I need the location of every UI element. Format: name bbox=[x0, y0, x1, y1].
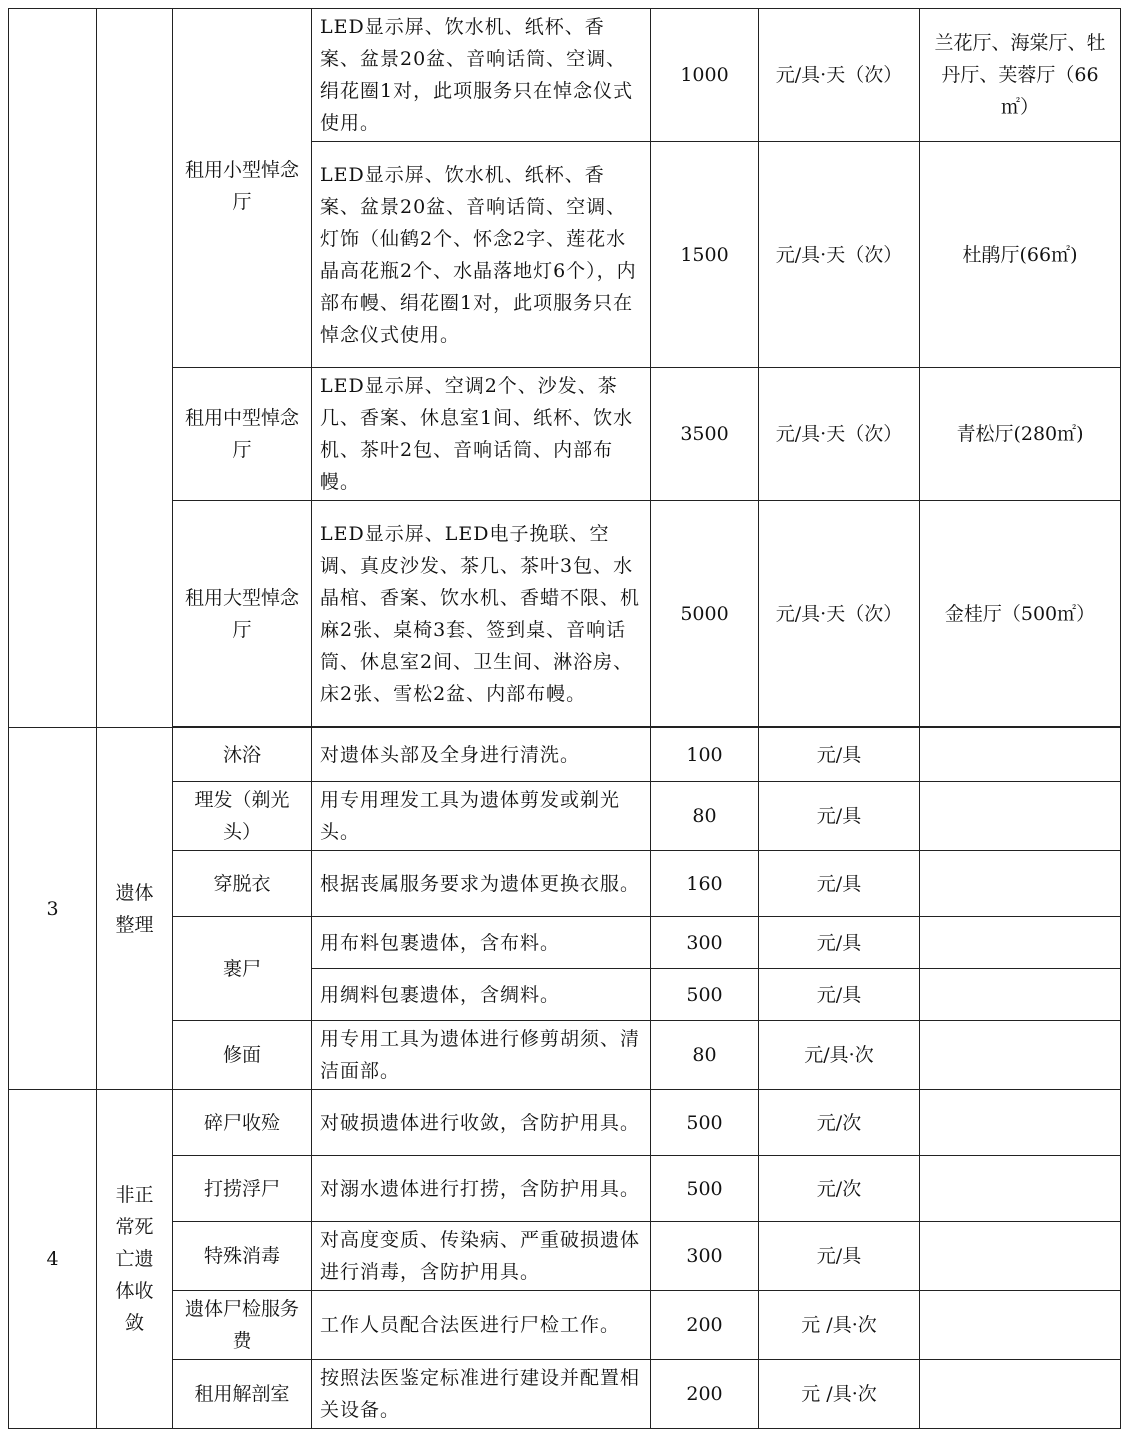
category-label: 遗体整理 bbox=[115, 881, 154, 936]
item-cell bbox=[173, 782, 312, 851]
unit-cell: 元/具 bbox=[759, 969, 920, 1021]
note-cell bbox=[920, 1021, 1121, 1090]
price-cell: 160 bbox=[651, 851, 759, 917]
unit-cell: 元/次 bbox=[759, 1090, 920, 1156]
table-row bbox=[9, 917, 1121, 969]
description-cell: 根据丧属服务要求为遗体更换衣服。 bbox=[312, 851, 651, 917]
item-cell: 租用解剖室 bbox=[173, 1360, 312, 1429]
table-row bbox=[9, 1090, 1121, 1156]
item-cell: 穿脱衣 bbox=[173, 851, 312, 917]
price-cell: 300 bbox=[651, 917, 759, 969]
price-cell: 500 bbox=[651, 1090, 759, 1156]
note-cell: 杜鹃厅(66㎡) bbox=[920, 142, 1121, 368]
price-cell: 300 bbox=[651, 1222, 759, 1291]
price-cell: 1000 bbox=[651, 9, 759, 142]
table-row bbox=[9, 1156, 1121, 1222]
item-cell bbox=[173, 9, 312, 142]
table-row bbox=[9, 142, 1121, 368]
note-cell bbox=[920, 728, 1121, 782]
unit-cell: 元/具·天（次） bbox=[759, 368, 920, 501]
price-cell: 5000 bbox=[651, 501, 759, 727]
item-cell bbox=[173, 1291, 312, 1360]
description-cell: LED显示屏、空调2个、沙发、茶几、香案、休息室1间、纸杯、饮水机、茶叶2包、音响话筒、内部布幔。 bbox=[312, 368, 651, 501]
unit-cell: 元/具 bbox=[759, 782, 920, 851]
group-number-cell bbox=[9, 9, 97, 728]
description-cell: 对溺水遗体进行打捞，含防护用具。 bbox=[312, 1156, 651, 1222]
price-cell: 500 bbox=[651, 969, 759, 1021]
price-cell: 80 bbox=[651, 1021, 759, 1090]
description-cell: 对遗体头部及全身进行清洗。 bbox=[312, 728, 651, 782]
table-row bbox=[9, 851, 1121, 917]
group-category-cell bbox=[97, 1090, 173, 1429]
table-row bbox=[9, 1291, 1121, 1360]
unit-cell: 元/具·天（次） bbox=[759, 501, 920, 727]
unit-cell: 元/次 bbox=[759, 1156, 920, 1222]
item-cell bbox=[173, 501, 312, 727]
item-label: 租用小型悼念厅 bbox=[184, 158, 299, 213]
item-cell: 打捞浮尸 bbox=[173, 1156, 312, 1222]
item-cell: 特殊消毒 bbox=[173, 1222, 312, 1291]
unit-cell: 元/具·次 bbox=[759, 1021, 920, 1090]
item-cell: 碎尸收殓 bbox=[173, 1090, 312, 1156]
price-cell: 3500 bbox=[651, 368, 759, 501]
description-cell: 用专用工具为遗体进行修剪胡须、清洁面部。 bbox=[312, 1021, 651, 1090]
service-fee-table bbox=[8, 8, 1121, 1429]
price-cell: 200 bbox=[651, 1291, 759, 1360]
unit-cell: 元/具 bbox=[759, 1222, 920, 1291]
unit-cell: 元/具 bbox=[759, 728, 920, 782]
price-cell: 80 bbox=[651, 782, 759, 851]
description-cell: 用绸料包裹遗体，含绸料。 bbox=[312, 969, 651, 1021]
note-cell: 兰花厅、海棠厅、牡丹厅、芙蓉厅（66㎡） bbox=[920, 9, 1121, 142]
table-row bbox=[9, 1021, 1121, 1090]
description-cell: LED显示屏、LED电子挽联、空调、真皮沙发、茶几、茶叶3包、水晶棺、香案、饮水机、香蜡不限、机麻2张、桌椅3套、签到桌、音响话筒、休息室2间、卫生间、淋浴房、床2张、雪松2盆、内部布幔。 bbox=[312, 501, 651, 727]
description-cell: 用专用理发工具为遗体剪发或剃光头。 bbox=[312, 782, 651, 851]
fee-table-page bbox=[8, 8, 1120, 1429]
item-cell bbox=[173, 142, 312, 368]
description-cell: LED显示屏、饮水机、纸杯、香案、盆景20盆、音响话筒、空调、绢花圈1对，此项服务只在悼念仪式使用。 bbox=[312, 9, 651, 142]
item-label: 租用大型悼念厅 bbox=[184, 586, 299, 641]
table-row bbox=[9, 782, 1121, 851]
description-cell: 按照法医鉴定标准进行建设并配置相关设备。 bbox=[312, 1360, 651, 1429]
item-label: 租用中型悼念厅 bbox=[184, 407, 299, 461]
note-cell bbox=[920, 969, 1121, 1021]
unit-cell: 元 /具·次 bbox=[759, 1360, 920, 1429]
category-label: 非正常死亡遗体收敛 bbox=[115, 1184, 154, 1334]
item-cell: 裹尸 bbox=[173, 917, 312, 1021]
note-cell bbox=[920, 1291, 1121, 1360]
description-cell: LED显示屏、饮水机、纸杯、香案、盆景20盆、音响话筒、空调、灯饰（仙鹤2个、怀念2字、莲花水晶高花瓶2个、水晶落地灯6个），内部布幔、绢花圈1对，此项服务只在悼念仪式使用。 bbox=[312, 142, 651, 368]
description-cell: 对高度变质、传染病、严重破损遗体进行消毒，含防护用具。 bbox=[312, 1222, 651, 1291]
note-cell bbox=[920, 1090, 1121, 1156]
table-row bbox=[9, 9, 1121, 142]
group-category-cell bbox=[97, 9, 173, 728]
note-cell bbox=[920, 1360, 1121, 1429]
price-cell: 100 bbox=[651, 728, 759, 782]
unit-cell: 元 /具·次 bbox=[759, 1291, 920, 1360]
price-cell: 1500 bbox=[651, 142, 759, 368]
item-cell bbox=[173, 368, 312, 501]
note-cell bbox=[920, 782, 1121, 851]
group-number-cell: 4 bbox=[9, 1090, 97, 1429]
note-cell bbox=[920, 1222, 1121, 1291]
unit-cell: 元/具·天（次） bbox=[759, 142, 920, 368]
table-row bbox=[9, 368, 1121, 501]
description-cell: 用布料包裹遗体，含布料。 bbox=[312, 917, 651, 969]
description-cell: 工作人员配合法医进行尸检工作。 bbox=[312, 1291, 651, 1360]
group-number-cell: 3 bbox=[9, 728, 97, 1090]
note-cell bbox=[920, 851, 1121, 917]
item-cell: 沐浴 bbox=[173, 728, 312, 782]
description-cell: 对破损遗体进行收敛，含防护用具。 bbox=[312, 1090, 651, 1156]
price-cell: 200 bbox=[651, 1360, 759, 1429]
note-cell bbox=[920, 917, 1121, 969]
note-cell bbox=[920, 1156, 1121, 1222]
price-cell: 500 bbox=[651, 1156, 759, 1222]
table-row bbox=[9, 728, 1121, 782]
note-cell: 金桂厅（500㎡） bbox=[920, 501, 1121, 727]
unit-cell: 元/具 bbox=[759, 917, 920, 969]
table-row bbox=[9, 1222, 1121, 1291]
unit-cell: 元/具 bbox=[759, 851, 920, 917]
item-label: 理发（剃光头） bbox=[194, 789, 290, 843]
note-cell: 青松厅(280㎡) bbox=[920, 368, 1121, 501]
item-label: 遗体尸检服务费 bbox=[184, 1298, 299, 1352]
table-row bbox=[9, 501, 1121, 727]
group-category-cell bbox=[97, 728, 173, 1090]
item-cell: 修面 bbox=[173, 1021, 312, 1090]
unit-cell: 元/具·天（次） bbox=[759, 9, 920, 142]
table-row bbox=[9, 1360, 1121, 1429]
